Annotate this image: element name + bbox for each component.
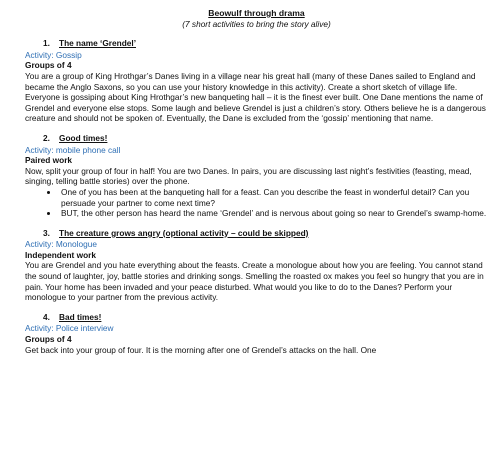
group-label: Groups of 4 (25, 60, 72, 71)
section-title: Good times! (59, 132, 108, 143)
section-heading (25, 38, 488, 49)
section-text: Now, split your group of four in half! You are two Danes. In pairs, you are discussing last night’s festivities (feasting, mead, singing, telling battle stories) over the phone. (25, 165, 472, 187)
section-title: Bad times! (59, 311, 102, 322)
section-number: 1. (43, 38, 50, 49)
section-1 (25, 38, 488, 124)
activity-label: Activity: Police interview (25, 323, 114, 334)
bullet-item: • BUT, the other person has heard the name ‘Grendel’ and is nervous about going so near to Grendel’s swamp-home. (59, 208, 488, 219)
section-title: The name ‘Grendel’ (59, 38, 136, 49)
section-number: 2. (43, 132, 50, 143)
section-2 (25, 133, 488, 219)
section-4 (25, 312, 488, 355)
bullet-item: • One of you has been at the banqueting hall for a feast. Can you describe the feast in wonderful detail? Can you persuade your partner to come next time? (59, 187, 488, 208)
activity-label: Activity: Gossip (25, 49, 82, 60)
section-3 (25, 228, 488, 303)
section-text: You are a group of King Hrothgar’s Danes living in a village near his great hall (many of these Danes sailed to England and became the Anglo Saxons, so you can use your history knowledge in this activity). Create a short sketch of village life. Everyone is gossiping about King Hrothgar’s new banqueting hall – it is the finest ever built. One Dane mentions the name of Grendel and everyone else stops. Some laugh and believe Grendel is just a children’s story. Others believe he is a dangerous creature and should not be spoken of. Eventually, the Dane is excluded from the ‘gossip’ mentioning that name. (25, 70, 486, 124)
section-heading (25, 312, 488, 323)
group-label: Groups of 4 (25, 334, 72, 345)
section-heading (25, 133, 488, 144)
document-subtitle: (7 short activities to bring the story alive) (182, 18, 331, 29)
group-label: Independent work (25, 249, 96, 260)
bullet-list (25, 187, 488, 219)
section-number: 4. (43, 311, 50, 322)
section-heading (25, 228, 488, 239)
section-text: Get back into your group of four. It is the morning after one of Grendel’s attacks on the hall. One (25, 344, 377, 355)
group-label: Paired work (25, 155, 73, 166)
activity-label: Activity: Monologue (25, 239, 97, 250)
section-text: You are Grendel and you hate everything about the feasts. Create a monologue about how you are feeling. You cannot stand the sound of laughter, joy, battle stories and drinking songs. Smelling the roasted ox makes you feel so hungry that you are in pain. Your home has been invaded and your peace disturbed. What would you like to do to the Danes? Perform your monologue to your partner from the previous activity. (25, 260, 484, 303)
activity-label: Activity: mobile phone call (25, 144, 121, 155)
section-number: 3. (43, 227, 50, 238)
document-title: Beowulf through drama (208, 8, 305, 18)
section-title: The creature grows angry (optional activity – could be skipped) (59, 227, 309, 238)
